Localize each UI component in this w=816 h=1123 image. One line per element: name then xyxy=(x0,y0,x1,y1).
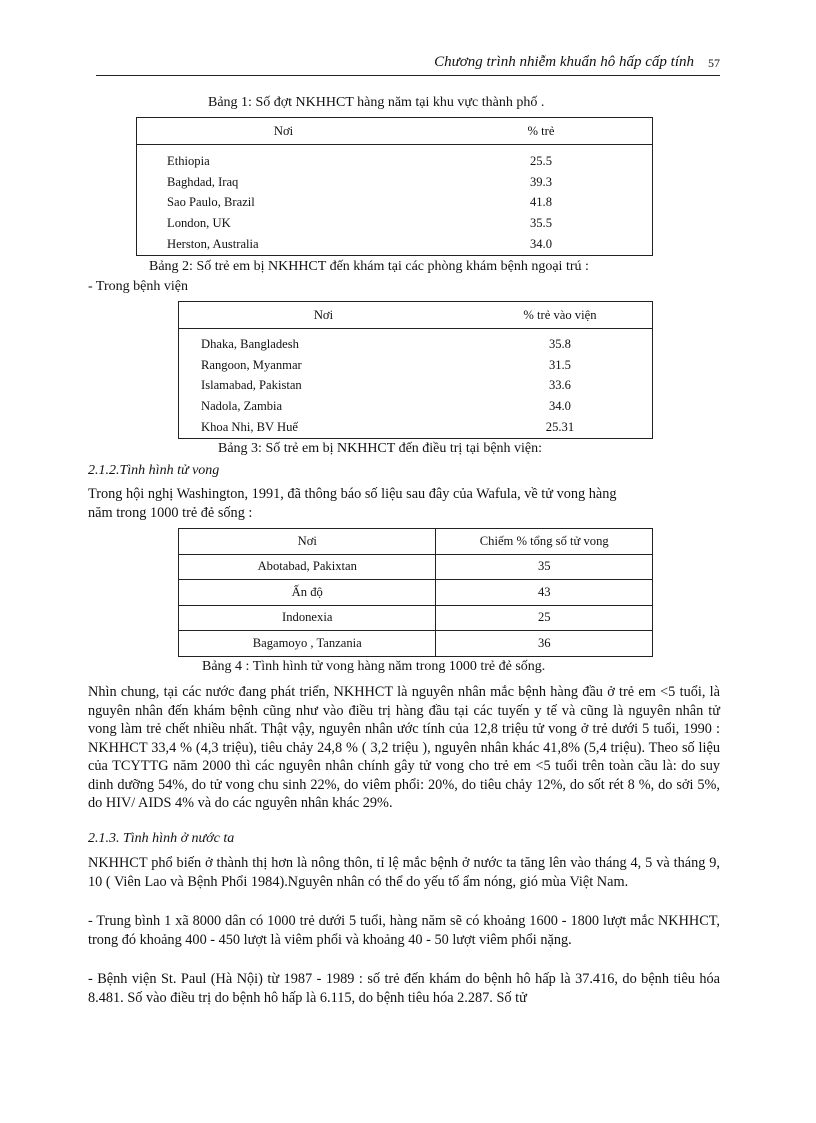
table-row xyxy=(137,193,653,214)
table1-value: 34.0 xyxy=(529,237,552,252)
table-row xyxy=(179,376,653,397)
table-row xyxy=(137,172,653,193)
table4-caption: Bảng 4 : Tình hình tử vong hàng năm trong 1000 trẻ đẻ sống. xyxy=(202,659,546,674)
table1-place: London, UK xyxy=(167,216,231,231)
table2-place: Rangoon, Myanmar xyxy=(201,357,302,372)
table-row xyxy=(137,234,653,255)
running-header xyxy=(96,52,720,76)
table1-value: 41.8 xyxy=(529,195,552,210)
table3-place: Ấn độ xyxy=(179,580,436,606)
table3-value: 36 xyxy=(436,631,653,657)
table-row xyxy=(179,631,653,657)
table1-value: 35.5 xyxy=(529,216,552,231)
section-213-bullet1: - Trung bình 1 xã 8000 dân có 1000 trẻ dưới 5 tuổi, hàng năm sẽ có khoảng 1600 - 1800 lượt mắc NKHHCT, trong đó khoảng 400 - 450 lượt là viêm phổi và khoảng 40 - 50 lượt viêm phổi nặng. xyxy=(88,913,720,948)
table1-place: Sao Paulo, Brazil xyxy=(167,195,255,210)
section-213-heading: 2.1.3. Tình hình ở nước ta xyxy=(88,831,235,846)
table-row xyxy=(179,396,653,417)
table3-col-percent: Chiếm % tổng số tử vong xyxy=(436,529,653,555)
table1-place: Baghdad, Iraq xyxy=(167,174,239,189)
table2-header-row xyxy=(179,302,653,329)
table-row xyxy=(137,151,653,172)
table-row xyxy=(179,605,653,631)
table1-value: 25.5 xyxy=(529,153,552,168)
table-row xyxy=(179,417,653,438)
table3-value: 25 xyxy=(436,605,653,631)
table2-col-place: Nơi xyxy=(179,302,468,329)
section-213-bullet2: - Bệnh viện St. Paul (Hà Nội) từ 1987 - 1989 : số trẻ đến khám do bệnh hô hấp là 37.416, do bệnh tiêu hóa 8.481. Số vào điều trị do bệnh hô hấp là 6.115, do bệnh tiêu hóa 2.287. Số tử xyxy=(88,971,720,1006)
table1-header-row xyxy=(137,118,653,145)
table2-place: Dhaka, Bangladesh xyxy=(201,336,299,351)
table1-caption: Bảng 1: Số đợt NKHHCT hàng năm tại khu vực thành phố . xyxy=(208,95,545,110)
table3-title: Bảng 3: Số trẻ em bị NKHHCT đến điều trị tại bệnh viện: xyxy=(218,441,543,456)
table1-place: Herston, Australia xyxy=(167,237,259,252)
table2-col-percent: % trẻ vào viện xyxy=(468,302,653,329)
table-row xyxy=(179,355,653,376)
table2-value: 31.5 xyxy=(548,357,571,372)
table3-place: Abotabad, Pakixtan xyxy=(179,554,436,580)
paragraph-general: Nhìn chung, tại các nước đang phát triển, NKHHCT là nguyên nhân mắc bệnh hàng đầu ở trẻ em <5 tuổi, là nguyên nhân đến khám bệnh cũng như vào điều trị hàng đầu tại các tuyến y tế và cũng là nguyên nhân tử vong làm trẻ chết nhiều nhất. Thật vậy, nguyên nhân ước tính của 12,8 triệu tử vong ở trẻ dưới 5 tuổi, 1990 : NKHHCT 33,4 % (4,3 triệu), tiêu chảy 24,8 % ( 3,2 triệu ), nguyên nhân khác 41,8% (5,4 triệu). Theo số liệu của TCYTTG năm 2000 thì các nguyên nhân chính gây tử vong cho trẻ em <5 tuổi trên toàn cầu là: do suy dinh dưỡng 54%, do tử vong chu sinh 22%, do viêm phổi: 20%, do tiêu chảy 12%, do sốt rét 8 %, do sởi 5%, do HIV/ AIDS 4% và do các nguyên nhân khác 29%. xyxy=(88,684,720,811)
table1-value: 39.3 xyxy=(529,174,552,189)
table2 xyxy=(178,301,653,439)
table2-value: 25.31 xyxy=(545,420,575,435)
table1-col-place: Nơi xyxy=(137,118,430,145)
table-row xyxy=(179,580,653,606)
table3-header-row xyxy=(179,529,653,555)
table2-value: 35.8 xyxy=(548,336,571,351)
table1-col-percent: % trẻ xyxy=(430,118,653,145)
table1-place: Ethiopia xyxy=(167,153,210,168)
table2-value: 34.0 xyxy=(548,399,571,414)
table2-value: 33.6 xyxy=(548,378,571,393)
table2-place: Islamabad, Pakistan xyxy=(201,378,302,393)
table-row xyxy=(179,554,653,580)
table2-caption: Bảng 2: Số trẻ em bị NKHHCT đến khám tại các phòng khám bệnh ngoại trú : xyxy=(149,259,589,274)
table3 xyxy=(178,528,653,657)
section-212-intro-line2: năm trong 1000 trẻ đẻ sống : xyxy=(88,505,253,521)
table3-place: Bagamoyo , Tanzania xyxy=(179,631,436,657)
table3-value: 43 xyxy=(436,580,653,606)
table2-place: Nadola, Zambia xyxy=(201,399,283,414)
table-row xyxy=(137,213,653,234)
table3-value: 35 xyxy=(436,554,653,580)
table2-sublabel: - Trong bệnh viện xyxy=(88,279,188,294)
table2-place: Khoa Nhi, BV Huế xyxy=(201,420,299,435)
page-number: 57 xyxy=(708,56,720,70)
section-212-intro-line1: Trong hội nghị Washington, 1991, đã thông báo số liệu sau đây của Wafula, về tử vong hàng xyxy=(88,486,617,502)
table1 xyxy=(136,117,653,256)
running-title: Chương trình nhiễm khuẩn hô hấp cấp tính xyxy=(434,54,694,70)
table3-place: Indonexia xyxy=(179,605,436,631)
table-row xyxy=(179,334,653,355)
section-213-paragraph: NKHHCT phổ biến ở thành thị hơn là nông thôn, tỉ lệ mắc bệnh ở nước ta tăng lên vào tháng 4, 5 và tháng 9, 10 ( Viên Lao và Bệnh Phổi 1984).Nguyên nhân có thể do yếu tố ẩm nóng, gió mùa Việt Nam. xyxy=(88,855,720,890)
table3-col-place: Nơi xyxy=(179,529,436,555)
section-212-heading: 2.1.2.Tình hình tử vong xyxy=(88,463,220,478)
